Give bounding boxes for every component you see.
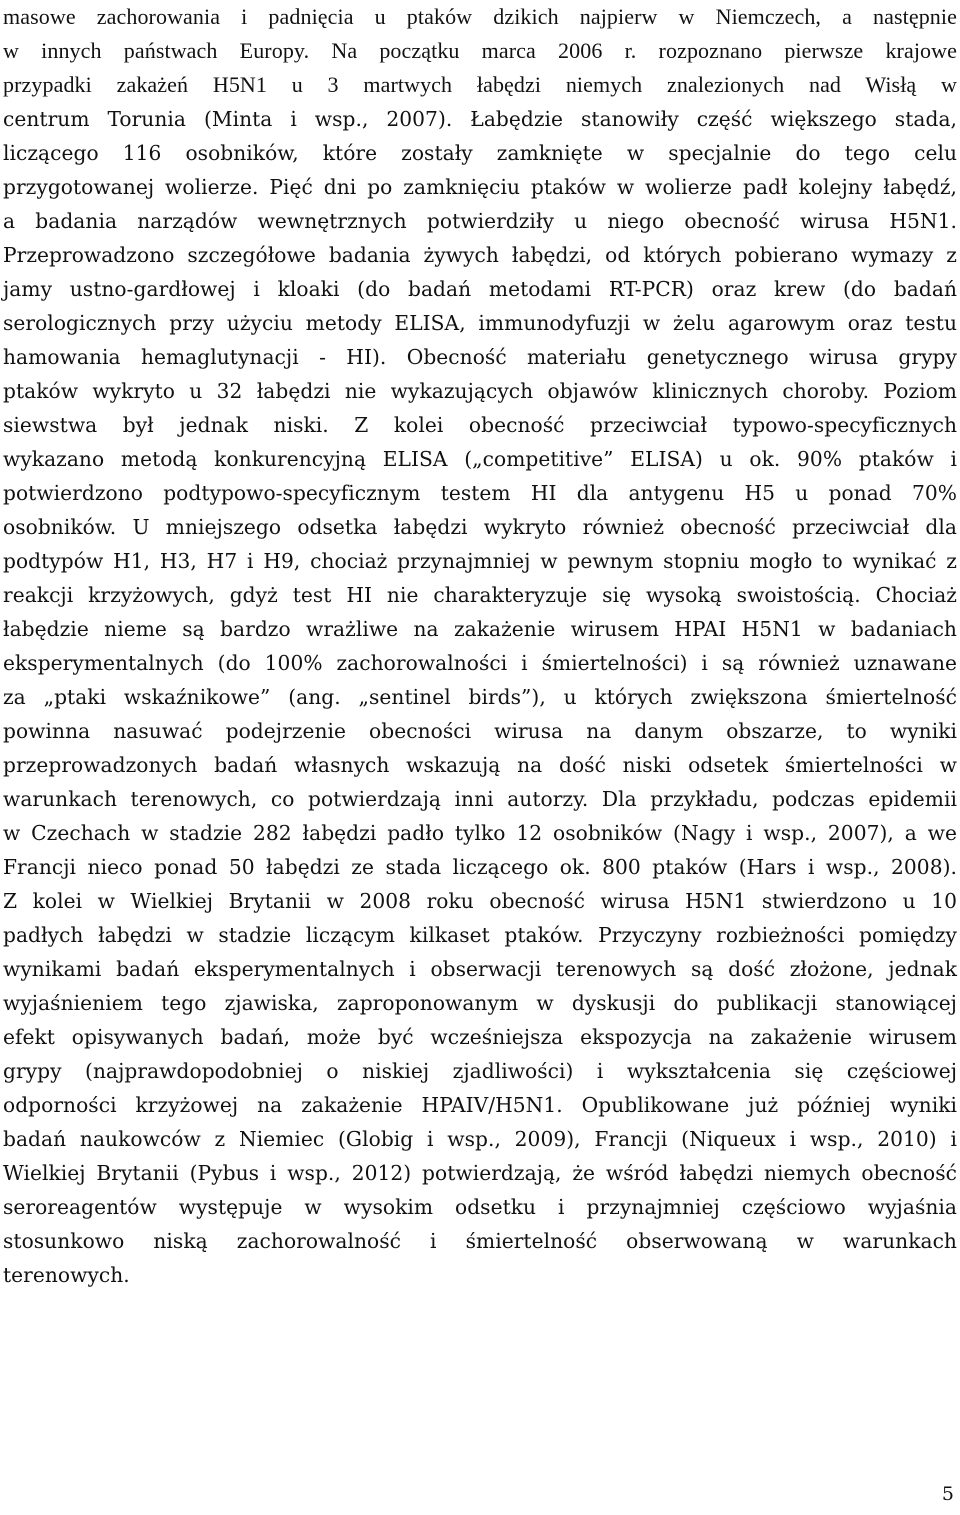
paragraph-line: wynikami badań eksperymentalnych i obserwacji terenowych są dość złożone, jednak bbox=[3, 957, 957, 981]
paragraph-line: za „ptaki wskaźnikowe” (ang. „sentinel birds”), u których zwiększona śmiertelność bbox=[3, 685, 957, 709]
paragraph-line: stosunkowo niską zachorowalność i śmiertelność obserwowaną w warunkach bbox=[3, 1229, 957, 1253]
paragraph-line: powinna nasuwać podejrzenie obecności wirusa na danym obszarze, to wyniki bbox=[3, 719, 957, 743]
paragraph-line: w Czechach w stadzie 282 łabędzi padło tylko 12 osobników (Nagy i wsp., 2007), a we bbox=[3, 821, 957, 845]
paragraph-line: przypadki zakażeń H5N1 u 3 martwych łabędzi niemych znalezionych nad Wisłą w bbox=[3, 72, 957, 97]
paragraph-line: osobników. U mniejszego odsetka łabędzi wykryto również obecność przeciwciał dla bbox=[3, 515, 957, 539]
paragraph-line: hamowania hemaglutynacji - HI). Obecność materiału genetycznego wirusa grypy bbox=[3, 345, 957, 369]
paragraph-line: siewstwa był jednak niski. Z kolei obecność przeciwciał typowo-specyficznych bbox=[3, 413, 957, 437]
paragraph-line: Wielkiej Brytanii (Pybus i wsp., 2012) potwierdzają, że wśród łabędzi niemych obecność bbox=[3, 1161, 957, 1185]
paragraph-line: Z kolei w Wielkiej Brytanii w 2008 roku obecność wirusa H5N1 stwierdzono u 10 bbox=[3, 889, 957, 913]
paragraph-line: Przeprowadzono szczegółowe badania żywych łabędzi, od których pobierano wymazy z bbox=[3, 243, 957, 267]
paragraph-line: ptaków wykryto u 32 łabędzi nie wykazujących objawów klinicznych choroby. Poziom bbox=[3, 379, 957, 403]
paragraph-line: serologicznych przy użyciu metody ELISA, immunodyfuzji w żelu agarowym oraz testu bbox=[3, 311, 957, 335]
paragraph-line: odporności krzyżowej na zakażenie HPAIV/H5N1. Opublikowane już później wyniki bbox=[3, 1093, 957, 1117]
page-number: 5 bbox=[941, 1483, 954, 1505]
body-paragraph bbox=[3, 0, 957, 1292]
paragraph-line: warunkach terenowych, co potwierdzają inni autorzy. Dla przykładu, podczas epidemii bbox=[3, 787, 957, 811]
paragraph-line: potwierdzono podtypowo-specyficznym testem HI dla antygenu H5 u ponad 70% bbox=[3, 481, 957, 505]
paragraph-line: wyjaśnieniem tego zjawiska, zaproponowanym w dyskusji do publikacji stanowiącej bbox=[3, 991, 957, 1015]
paragraph-line: jamy ustno-gardłowej i kloaki (do badań metodami RT-PCR) oraz krew (do badań bbox=[3, 277, 957, 301]
paragraph-line: podtypów H1, H3, H7 i H9, chociaż przynajmniej w pewnym stopniu mogło to wynikać z bbox=[3, 549, 957, 573]
paragraph-line: padłych łabędzi w stadzie liczącym kilkaset ptaków. Przyczyny rozbieżności pomiędzy bbox=[3, 923, 957, 947]
paragraph-line: grypy (najprawdopodobniej o niskiej zjadliwości) i wykształcenia się częściowej bbox=[3, 1059, 957, 1083]
paragraph-line: masowe zachorowania i padnięcia u ptaków dzikich najpierw w Niemczech, a następnie bbox=[3, 4, 957, 29]
paragraph-line: efekt opisywanych badań, może być wcześniejsza ekspozycja na zakażenie wirusem bbox=[3, 1025, 957, 1049]
paragraph-line: eksperymentalnych (do 100% zachorowalności i śmiertelności) i są również uznawane bbox=[3, 651, 957, 675]
paragraph-line: przygotowanej wolierze. Pięć dni po zamknięciu ptaków w wolierze padł kolejny łabędź, bbox=[3, 175, 957, 199]
paragraph-line: łabędzie nieme są bardzo wrażliwe na zakażenie wirusem HPAI H5N1 w badaniach bbox=[3, 617, 957, 641]
paragraph-line: wykazano metodą konkurencyjną ELISA („competitive” ELISA) u ok. 90% ptaków i bbox=[3, 447, 957, 471]
paragraph-line: seroreagentów występuje w wysokim odsetku i przynajmniej częściowo wyjaśnia bbox=[3, 1195, 957, 1219]
paragraph-line: badań naukowców z Niemiec (Globig i wsp., 2009), Francji (Niqueux i wsp., 2010) i bbox=[3, 1127, 957, 1151]
paragraph-line: liczącego 116 osobników, które zostały zamknięte w specjalnie do tego celu bbox=[3, 141, 957, 165]
paragraph-line: centrum Torunia (Minta i wsp., 2007). Łabędzie stanowiły część większego stada, bbox=[3, 107, 957, 131]
paragraph-line: reakcji krzyżowych, gdyż test HI nie charakteryzuje się wysoką swoistością. Chociaż bbox=[3, 583, 957, 607]
paragraph-line-last: terenowych. bbox=[3, 1263, 130, 1287]
paragraph-line: Francji nieco ponad 50 łabędzi ze stada liczącego ok. 800 ptaków (Hars i wsp., 2008). bbox=[3, 855, 957, 879]
paragraph-line: w innych państwach Europy. Na początku marca 2006 r. rozpoznano pierwsze krajowe bbox=[3, 38, 957, 63]
paragraph-line: przeprowadzonych badań własnych wskazują na dość niski odsetek śmiertelności w bbox=[3, 753, 957, 777]
paragraph-line: a badania narządów wewnętrznych potwierdziły u niego obecność wirusa H5N1. bbox=[3, 209, 957, 233]
